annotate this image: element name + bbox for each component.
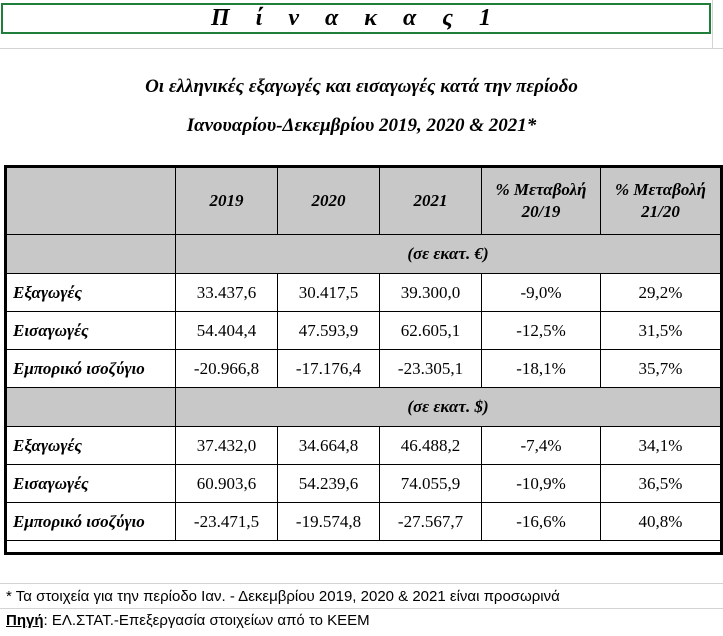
table-cell: -16,6% bbox=[482, 503, 601, 541]
header-change-21-20: % Μεταβολή 21/20 bbox=[601, 167, 722, 235]
source-text: : ΕΛ.ΣΤΑΤ.-Επεξεργασία στοιχείων από το ΚΕΕΜ bbox=[43, 612, 370, 629]
unit-row-blank bbox=[6, 388, 176, 427]
gridline bbox=[0, 608, 723, 609]
unit-row-blank bbox=[6, 235, 176, 274]
table-cell: 54.404,4 bbox=[176, 312, 278, 350]
table-cell: -23.471,5 bbox=[176, 503, 278, 541]
table-row bbox=[6, 274, 722, 312]
subtitle-line-1: Οι ελληνικές εξαγωγές και εισαγωγές κατά την περίοδο bbox=[145, 76, 578, 97]
table-cell: 54.239,6 bbox=[278, 465, 380, 503]
gridline bbox=[0, 583, 723, 584]
table-cell: 34,1% bbox=[601, 427, 722, 465]
table-cell: -19.574,8 bbox=[278, 503, 380, 541]
table-row bbox=[6, 350, 722, 388]
table-cell: 47.593,9 bbox=[278, 312, 380, 350]
table-cell: 31,5% bbox=[601, 312, 722, 350]
footnote: * Τα στοιχεία για την περίοδο Ιαν. - Δεκεμβρίου 2019, 2020 & 2021 είναι προσωρινά bbox=[6, 588, 560, 605]
table-cell: -17.176,4 bbox=[278, 350, 380, 388]
table-cell: -9,0% bbox=[482, 274, 601, 312]
table-title-cell[interactable] bbox=[1, 3, 711, 34]
header-2019: 2019 bbox=[176, 167, 278, 235]
subtitle-line-2: Ιανουαρίου-Δεκεμβρίου 2019, 2020 & 2021* bbox=[186, 115, 537, 136]
table-cell: 35,7% bbox=[601, 350, 722, 388]
gridline bbox=[712, 0, 713, 48]
table-cell: 34.664,8 bbox=[278, 427, 380, 465]
trade-table bbox=[4, 165, 723, 555]
table-cell: -7,4% bbox=[482, 427, 601, 465]
table-bottom-spacer bbox=[6, 541, 722, 554]
unit-label-usd: (σε εκατ. $) bbox=[176, 388, 722, 427]
table-cell: 29,2% bbox=[601, 274, 722, 312]
table-cell: 40,8% bbox=[601, 503, 722, 541]
table-cell: -10,9% bbox=[482, 465, 601, 503]
table-title: Π ί ν α κ α ς 1 bbox=[211, 5, 501, 31]
table-cell: -12,5% bbox=[482, 312, 601, 350]
table-cell: 46.488,2 bbox=[380, 427, 482, 465]
table-cell: -20.966,8 bbox=[176, 350, 278, 388]
header-2021: 2021 bbox=[380, 167, 482, 235]
header-2020: 2020 bbox=[278, 167, 380, 235]
row-label: Εξαγωγές bbox=[6, 427, 176, 465]
table-cell: 60.903,6 bbox=[176, 465, 278, 503]
table-cell: 62.605,1 bbox=[380, 312, 482, 350]
gridline bbox=[0, 48, 723, 49]
table-cell: 30.417,5 bbox=[278, 274, 380, 312]
row-label: Εμπορικό ισοζύγιο bbox=[6, 503, 176, 541]
table-cell: -27.567,7 bbox=[380, 503, 482, 541]
header-change-20-19: % Μεταβολή 20/19 bbox=[482, 167, 601, 235]
table-cell: 74.055,9 bbox=[380, 465, 482, 503]
table-cell: 37.432,0 bbox=[176, 427, 278, 465]
table-cell: -23.305,1 bbox=[380, 350, 482, 388]
row-label: Εισαγωγές bbox=[6, 465, 176, 503]
header-empty bbox=[6, 167, 176, 235]
table-cell: -18,1% bbox=[482, 350, 601, 388]
table-row bbox=[6, 312, 722, 350]
table-row bbox=[6, 427, 722, 465]
row-label: Εισαγωγές bbox=[6, 312, 176, 350]
table-cell: 33.437,6 bbox=[176, 274, 278, 312]
row-label: Εξαγωγές bbox=[6, 274, 176, 312]
row-label: Εμπορικό ισοζύγιο bbox=[6, 350, 176, 388]
table-row bbox=[6, 503, 722, 541]
source-label: Πηγή bbox=[6, 612, 44, 629]
table-row bbox=[6, 465, 722, 503]
unit-label-eur: (σε εκατ. €) bbox=[176, 235, 722, 274]
table-cell: 36,5% bbox=[601, 465, 722, 503]
source-note bbox=[6, 612, 370, 629]
table-cell: 39.300,0 bbox=[380, 274, 482, 312]
